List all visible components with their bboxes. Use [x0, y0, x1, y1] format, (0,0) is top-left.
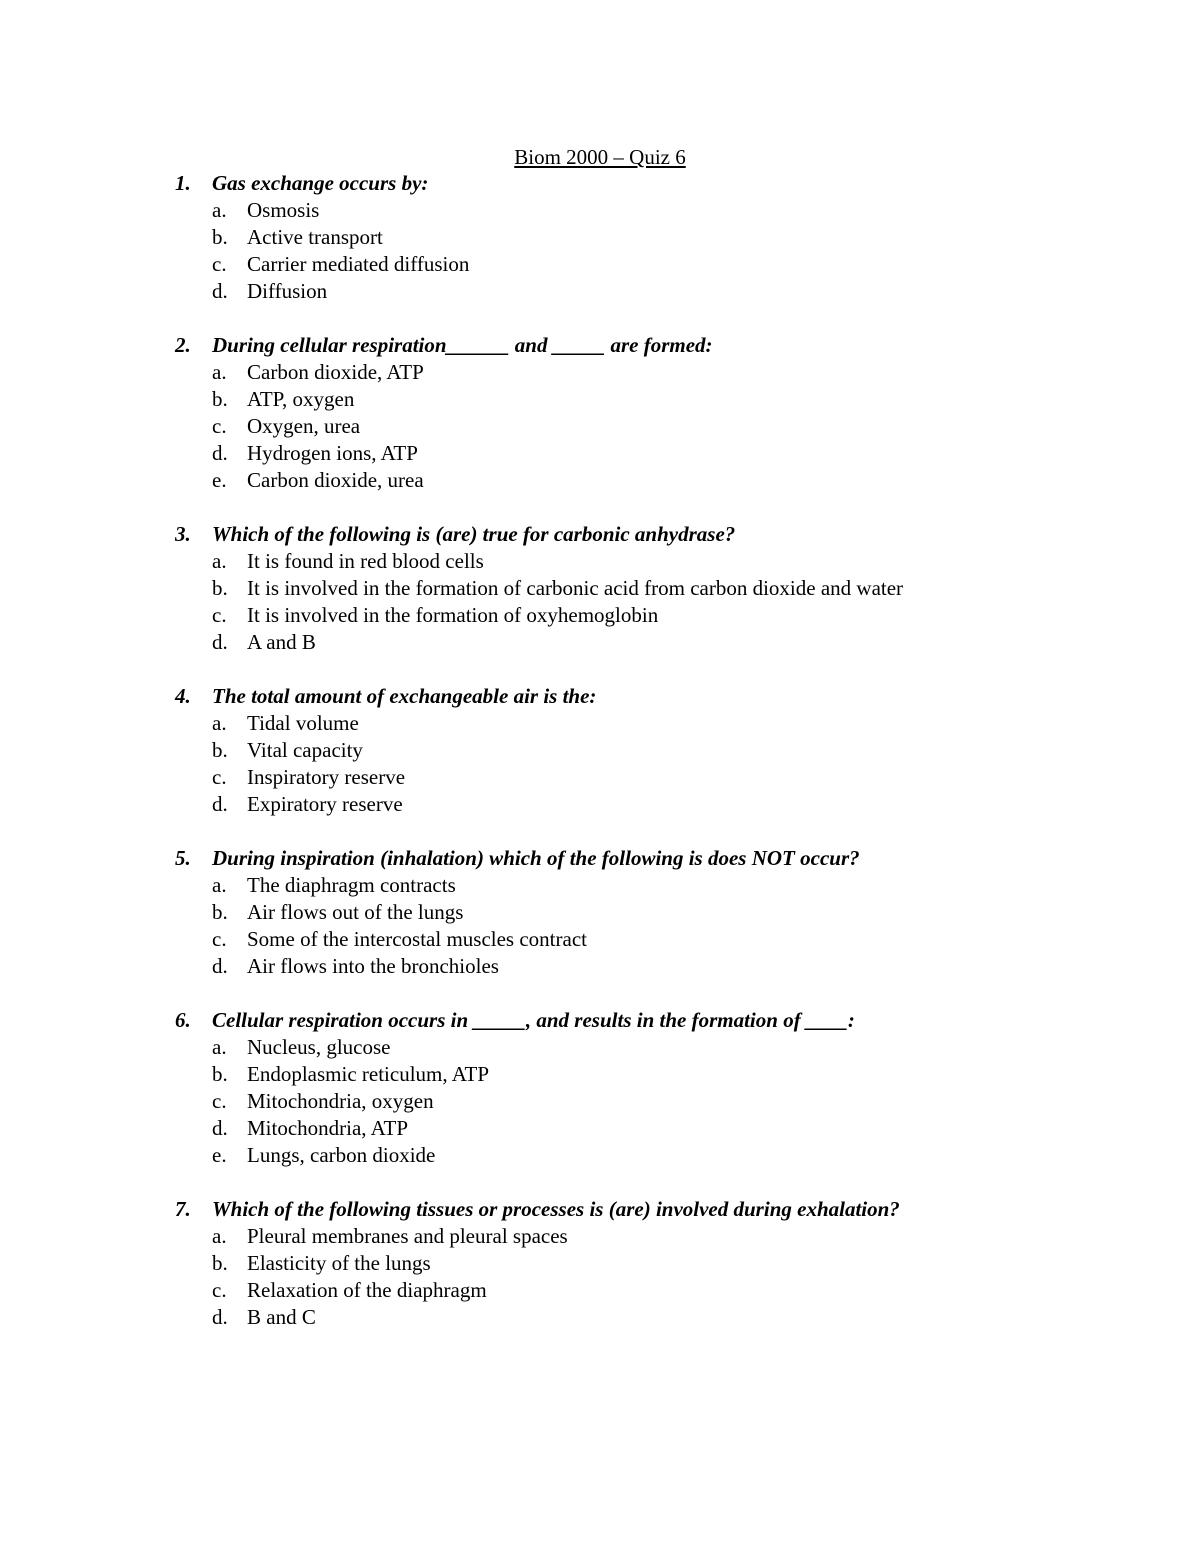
question-line — [0, 332, 1200, 359]
question-text: Which of the following tissues or processes is (are) involved during exhalation? — [212, 1197, 900, 1221]
answer-option — [0, 953, 1200, 980]
question-item — [0, 170, 1200, 305]
option-letter: e. — [212, 1143, 227, 1167]
option-list — [0, 710, 1200, 818]
option-letter: d. — [212, 630, 228, 654]
option-text: Carbon dioxide, urea — [247, 468, 424, 492]
question-number: 7. — [175, 1197, 191, 1221]
answer-option — [0, 1115, 1200, 1142]
option-text: Air flows out of the lungs — [247, 900, 464, 924]
question-number: 6. — [175, 1008, 191, 1032]
option-text: Carrier mediated diffusion — [247, 252, 470, 276]
question-item — [0, 521, 1200, 656]
option-text: A and B — [247, 630, 316, 654]
question-line — [0, 1007, 1200, 1034]
option-letter: a. — [212, 198, 227, 222]
question-text: The total amount of exchangeable air is the: — [212, 684, 597, 708]
question-text: During cellular respiration______ and _____ are formed: — [212, 333, 713, 357]
option-list — [0, 872, 1200, 980]
question-item — [0, 1196, 1200, 1331]
question-text: During inspiration (inhalation) which of the following is does NOT occur? — [212, 846, 860, 870]
option-letter: d. — [212, 441, 228, 465]
answer-option — [0, 1088, 1200, 1115]
option-text: Diffusion — [247, 279, 328, 303]
option-letter: b. — [212, 225, 228, 249]
question-line — [0, 1196, 1200, 1223]
option-letter: b. — [212, 1251, 228, 1275]
option-text: Expiratory reserve — [247, 792, 403, 816]
option-text: Air flows into the bronchioles — [247, 954, 499, 978]
answer-option — [0, 629, 1200, 656]
option-text: Mitochondria, ATP — [247, 1116, 408, 1140]
option-letter: d. — [212, 792, 228, 816]
answer-option — [0, 899, 1200, 926]
option-text: Osmosis — [247, 198, 320, 222]
answer-option — [0, 386, 1200, 413]
option-text: Endoplasmic reticulum, ATP — [247, 1062, 490, 1086]
option-letter: a. — [212, 711, 227, 735]
answer-option — [0, 467, 1200, 494]
option-letter: a. — [212, 1035, 227, 1059]
option-text: B and C — [247, 1305, 316, 1329]
option-text: Lungs, carbon dioxide — [247, 1143, 436, 1167]
question-item — [0, 332, 1200, 494]
question-item — [0, 845, 1200, 980]
option-letter: b. — [212, 576, 228, 600]
answer-option — [0, 1250, 1200, 1277]
option-letter: d. — [212, 279, 228, 303]
answer-option — [0, 575, 1200, 602]
answer-option — [0, 1142, 1200, 1169]
question-number: 1. — [175, 171, 191, 195]
question-list — [0, 170, 1200, 1358]
question-line — [0, 170, 1200, 197]
option-text: Some of the intercostal muscles contract — [247, 927, 587, 951]
answer-option — [0, 1034, 1200, 1061]
option-letter: e. — [212, 468, 227, 492]
answer-option — [0, 440, 1200, 467]
answer-option — [0, 926, 1200, 953]
option-text: Hydrogen ions, ATP — [247, 441, 418, 465]
option-list — [0, 359, 1200, 494]
option-text: The diaphragm contracts — [247, 873, 456, 897]
option-text: It is involved in the formation of carbonic acid from carbon dioxide and water — [247, 576, 904, 600]
option-letter: c. — [212, 1089, 227, 1113]
option-list — [0, 548, 1200, 656]
option-text: Elasticity of the lungs — [247, 1251, 431, 1275]
question-text: Gas exchange occurs by: — [212, 171, 429, 195]
option-text: Carbon dioxide, ATP — [247, 360, 424, 384]
option-letter: d. — [212, 954, 228, 978]
answer-option — [0, 1304, 1200, 1331]
option-text: Inspiratory reserve — [247, 765, 406, 789]
question-text: Cellular respiration occurs in _____, and results in the formation of ____: — [212, 1008, 855, 1032]
option-text: It is involved in the formation of oxyhemoglobin — [247, 603, 659, 627]
option-text: Mitochondria, oxygen — [247, 1089, 434, 1113]
option-letter: c. — [212, 603, 227, 627]
question-number: 4. — [175, 684, 191, 708]
option-text: Nucleus, glucose — [247, 1035, 391, 1059]
answer-option — [0, 737, 1200, 764]
question-number: 2. — [175, 333, 191, 357]
option-letter: a. — [212, 549, 227, 573]
answer-option — [0, 197, 1200, 224]
option-list — [0, 197, 1200, 305]
question-line — [0, 521, 1200, 548]
question-line — [0, 845, 1200, 872]
option-text: Pleural membranes and pleural spaces — [247, 1224, 568, 1248]
option-letter: a. — [212, 1224, 227, 1248]
option-letter: d. — [212, 1116, 228, 1140]
option-text: Tidal volume — [247, 711, 359, 735]
answer-option — [0, 791, 1200, 818]
option-letter: b. — [212, 900, 228, 924]
answer-option — [0, 413, 1200, 440]
option-letter: a. — [212, 360, 227, 384]
option-text: Oxygen, urea — [247, 414, 361, 438]
answer-option — [0, 224, 1200, 251]
option-letter: b. — [212, 387, 228, 411]
answer-option — [0, 872, 1200, 899]
answer-option — [0, 764, 1200, 791]
option-letter: c. — [212, 765, 227, 789]
question-text: Which of the following is (are) true for carbonic anhydrase? — [212, 522, 736, 546]
option-list — [0, 1034, 1200, 1169]
option-letter: c. — [212, 1278, 227, 1302]
answer-option — [0, 602, 1200, 629]
question-line — [0, 683, 1200, 710]
page-title: Biom 2000 – Quiz 6 — [514, 145, 686, 169]
answer-option — [0, 710, 1200, 737]
answer-option — [0, 548, 1200, 575]
answer-option — [0, 1277, 1200, 1304]
option-letter: c. — [212, 927, 227, 951]
answer-option — [0, 278, 1200, 305]
answer-option — [0, 359, 1200, 386]
option-letter: c. — [212, 252, 227, 276]
option-letter: c. — [212, 414, 227, 438]
answer-option — [0, 251, 1200, 278]
option-letter: b. — [212, 738, 228, 762]
question-number: 5. — [175, 846, 191, 870]
option-list — [0, 1223, 1200, 1331]
option-text: It is found in red blood cells — [247, 549, 484, 573]
option-letter: b. — [212, 1062, 228, 1086]
option-text: Active transport — [247, 225, 383, 249]
question-number: 3. — [175, 522, 191, 546]
question-item — [0, 1007, 1200, 1169]
option-text: ATP, oxygen — [247, 387, 355, 411]
option-letter: a. — [212, 873, 227, 897]
option-letter: d. — [212, 1305, 228, 1329]
answer-option — [0, 1223, 1200, 1250]
option-text: Vital capacity — [247, 738, 363, 762]
option-text: Relaxation of the diaphragm — [247, 1278, 487, 1302]
answer-option — [0, 1061, 1200, 1088]
question-item — [0, 683, 1200, 818]
